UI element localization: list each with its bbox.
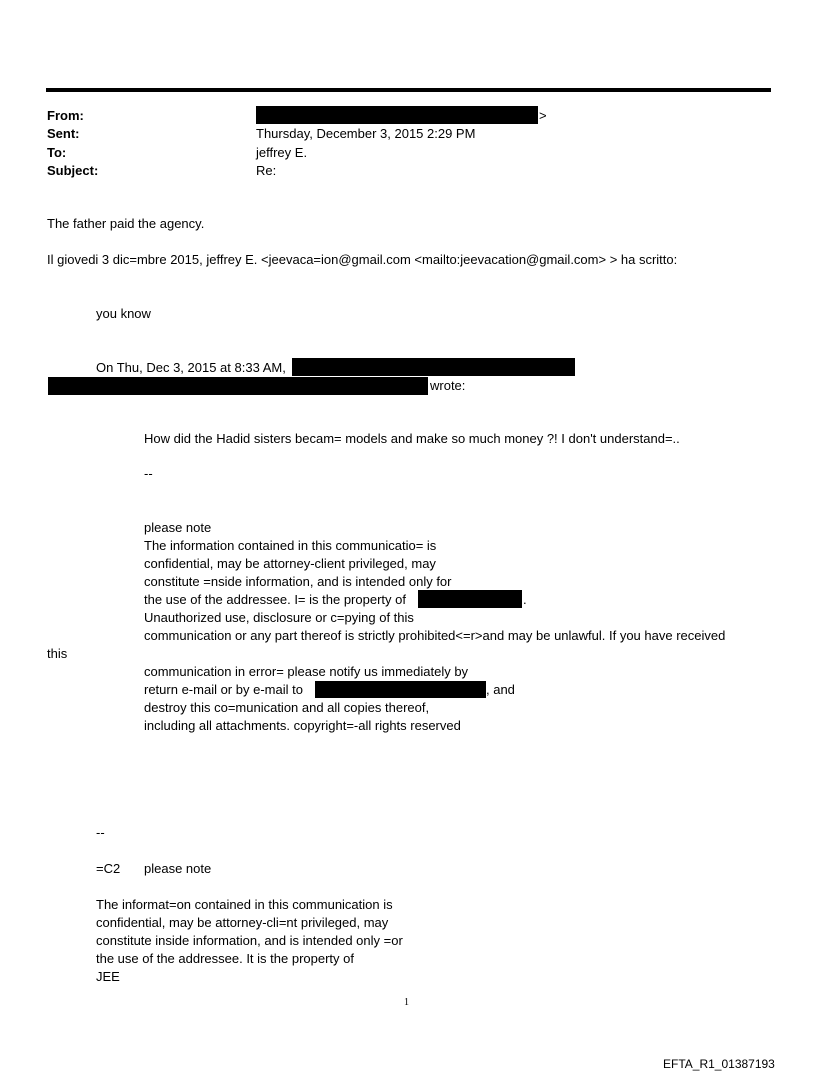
notice-line-5: the use of the addressee. I= is the property of bbox=[144, 592, 406, 607]
to-value: jeffrey E. bbox=[256, 145, 308, 160]
c2-code: =C2 bbox=[96, 861, 121, 876]
from-label: From: bbox=[47, 108, 84, 123]
header-rule bbox=[46, 88, 771, 92]
notice-line-1: please note bbox=[144, 520, 212, 535]
notice-line-10-end: , and bbox=[486, 682, 515, 697]
body-line-2: Il giovedi 3 dic=mbre 2015, jeffrey E. <jeevaca=ion@gmail.com <mailto:jeevacation@gmail.com> > ha scritto: bbox=[47, 252, 678, 267]
document-id: EFTA_R1_01387193 bbox=[663, 1057, 775, 1071]
notice-line-3: confidential, may be attorney-client privileged, may bbox=[144, 556, 436, 571]
please-note-2: please note bbox=[144, 861, 212, 876]
dashes-1: -- bbox=[144, 466, 153, 481]
subject-value: Re: bbox=[256, 163, 277, 178]
notice-line-10: return e-mail or by e-mail to bbox=[144, 682, 303, 697]
body-line-1: The father paid the agency. bbox=[47, 216, 205, 231]
notice-line-7: communication or any part thereof is strictly prohibited<=r>and may be unlawful. If you have received bbox=[144, 628, 726, 643]
notice-line-2: The information contained in this communicatio= is bbox=[144, 538, 437, 553]
notice2-line-3: constitute inside information, and is intended only =or bbox=[96, 933, 403, 948]
to-label: To: bbox=[47, 145, 67, 160]
redacted-sender-email bbox=[48, 377, 428, 395]
notice-line-12: including all attachments. copyright=-all rights reserved bbox=[144, 718, 461, 733]
notice2-line-5: JEE bbox=[96, 969, 120, 984]
notice2-line-4: the use of the addressee. It is the property of bbox=[96, 951, 354, 966]
notice-line-9: communication in error= please notify us immediately by bbox=[144, 664, 469, 679]
page-number: 1 bbox=[404, 997, 409, 1008]
notice-line-6: Unauthorized use, disclosure or c=pying of this bbox=[144, 610, 414, 625]
redacted-sender-name bbox=[292, 358, 575, 376]
notice2-line-1: The informat=on contained in this communication is bbox=[96, 897, 393, 912]
notice-line-4: constitute =nside information, and is intended only for bbox=[144, 574, 452, 589]
wrote-label: wrote: bbox=[430, 378, 466, 393]
you-know: you know bbox=[96, 306, 151, 321]
on-thu-line: On Thu, Dec 3, 2015 at 8:33 AM, bbox=[96, 360, 286, 375]
notice2-line-2: confidential, may be attorney-cli=nt privileged, may bbox=[96, 915, 389, 930]
hadid-line: How did the Hadid sisters becam= models and make so much money ?! I don't understand=.. bbox=[144, 431, 680, 446]
dashes-2: -- bbox=[96, 825, 105, 840]
sent-label: Sent: bbox=[47, 126, 80, 141]
redacted-company bbox=[418, 590, 522, 608]
notice-line-8: this bbox=[47, 646, 68, 661]
redacted-email bbox=[315, 681, 486, 698]
notice-line-11: destroy this co=munication and all copies thereof, bbox=[144, 700, 430, 715]
subject-label: Subject: bbox=[47, 163, 99, 178]
redacted-sender bbox=[256, 106, 538, 124]
from-suffix: > bbox=[539, 108, 547, 123]
notice-line-5-end: . bbox=[523, 592, 527, 607]
sent-value: Thursday, December 3, 2015 2:29 PM bbox=[256, 126, 476, 141]
